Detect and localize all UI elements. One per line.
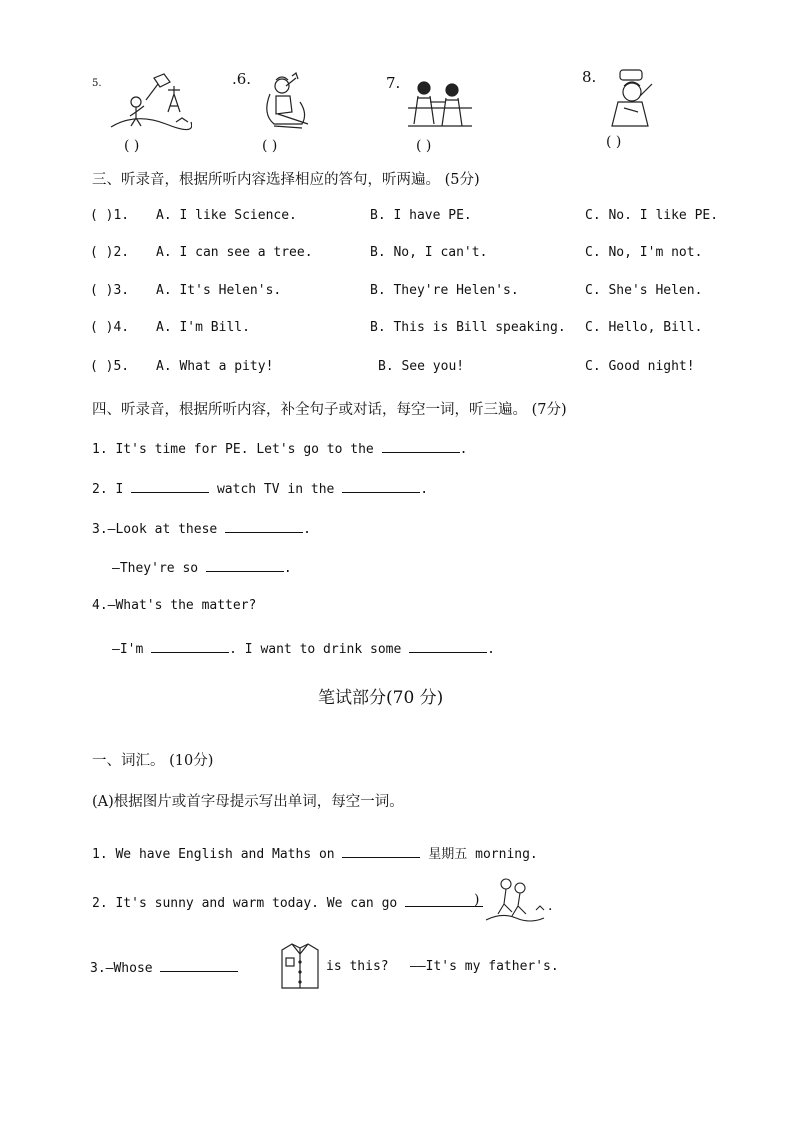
q4-number[interactable]: ( )4. (90, 320, 130, 335)
q4-option-c: C. Hello, Bill. (585, 320, 703, 335)
q5-option-a: A. What a pity! (156, 359, 274, 374)
blank-1[interactable] (382, 440, 460, 453)
q5-number[interactable]: ( )5. (90, 359, 130, 374)
q5-option-b: B. See you! (378, 359, 465, 374)
fill-sentence-1: 1. It's time for PE. Let's go to the . (92, 442, 468, 457)
vocab-sentence-3-mid: is this? (326, 959, 389, 974)
q2-number[interactable]: ( )2. (90, 245, 130, 260)
vocab-blank-2[interactable] (405, 894, 483, 907)
vocab-sentence-3-answer: ——It's my father's. (410, 959, 559, 974)
vocab-sentence-3: 3.—Whose (90, 959, 238, 976)
picture-number-8: 8. (582, 68, 597, 86)
blank-4b[interactable] (409, 640, 487, 653)
picture-person-in-chair (256, 72, 314, 134)
blank-2b[interactable] (342, 480, 420, 493)
picture-answer-7[interactable]: ( ) (416, 138, 432, 154)
picture-shirt (278, 940, 322, 992)
blank-3b[interactable] (206, 559, 284, 572)
q1-option-a: A. I like Science. (156, 208, 297, 223)
picture-person-waking (602, 68, 658, 130)
q3-option-b: B. They're Helen's. (370, 283, 519, 298)
fill-sentence-4b: —I'm . I want to drink some . (112, 642, 495, 657)
q2-option-c: C. No, I'm not. (585, 245, 703, 260)
q5-option-c: C. Good night! (585, 359, 695, 374)
picture-answer-6[interactable]: ( ) (262, 138, 278, 154)
written-part-title: 笔试部分(70 分) (318, 688, 444, 708)
q4-option-a: A. I'm Bill. (156, 320, 250, 335)
vocab-sentence-1: 1. We have English and Maths on 星期五 morning. (92, 847, 538, 862)
q4-option-b: B. This is Bill speaking. (370, 320, 566, 335)
q1-option-c: C. No. I like PE. (585, 208, 719, 223)
fill-sentence-3: 3.—Look at these . (92, 522, 311, 537)
blank-2a[interactable] (131, 480, 209, 493)
q3-option-a: A. It's Helen's. (156, 283, 282, 298)
vocab-blank-1[interactable] (342, 845, 420, 858)
q1-number[interactable]: ( )1. (90, 208, 130, 223)
picture-two-people (406, 78, 474, 134)
q3-number[interactable]: ( )3. (90, 283, 130, 298)
picture-number-6: .6. (232, 70, 252, 88)
vocab-heading: 一、词汇。 (10分) (92, 753, 214, 769)
section3-heading: 三、听录音，根据所听内容选择相应的答句，听两遍。 (5分) (92, 172, 480, 188)
picture-answer-8[interactable]: ( ) (606, 134, 622, 150)
q1-option-b: B. I have PE. (370, 208, 472, 223)
vocab-sub-a: (A)根据图片或首字母提示写出单词，每空一词。 (92, 794, 404, 810)
blank-3a[interactable] (225, 520, 303, 533)
fill-sentence-4: 4.—What's the matter? (92, 598, 257, 613)
vocab-blank-3[interactable] (160, 959, 238, 972)
picture-kite-flying (106, 72, 192, 132)
vocab-sentence-2: 2. It's sunny and warm today. We can go (92, 894, 483, 911)
picture-answer-5[interactable]: ( ) (124, 138, 140, 154)
picture-number-7: 7. (386, 74, 401, 92)
fill-sentence-2: 2. I watch TV in the . (92, 482, 429, 497)
q3-option-c: C. She's Helen. (585, 283, 703, 298)
picture-hiking (482, 874, 548, 926)
section4-heading: 四、听录音，根据所听内容，补全句子或对话，每空一词，听三遍。 (7分) (92, 402, 567, 418)
q2-option-b: B. No, I can't. (370, 245, 488, 260)
picture-number-5: 5. (92, 78, 102, 89)
blank-4a[interactable] (151, 640, 229, 653)
q2-option-a: A. I can see a tree. (156, 245, 313, 260)
fill-sentence-3b: —They're so . (112, 561, 292, 576)
